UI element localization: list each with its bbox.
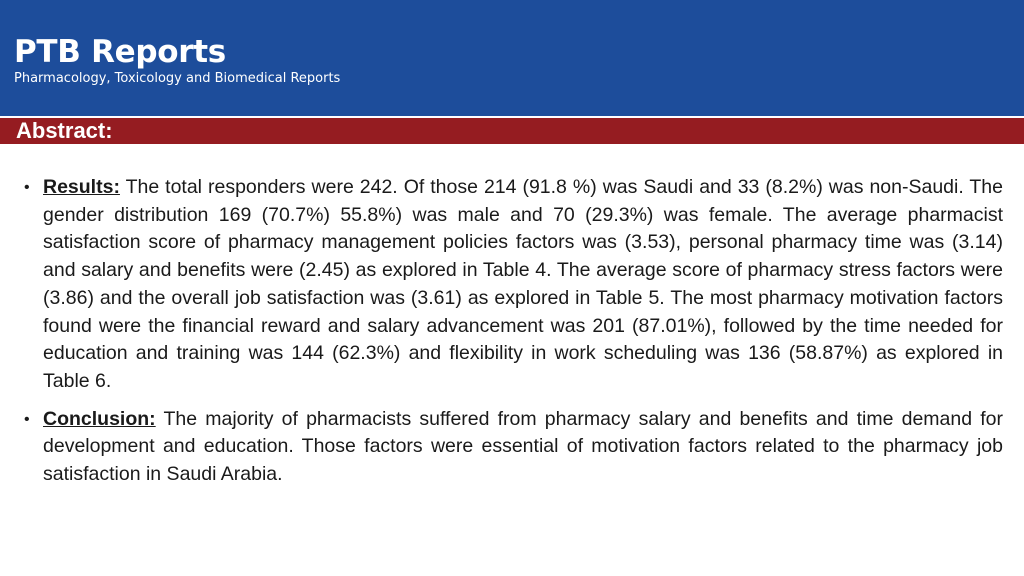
section-bar — [0, 118, 1024, 144]
abstract-content — [0, 174, 1024, 489]
bullet-text-results: The total responders were 242. Of those 214 (91.8 %) was Saudi and 33 (8.2%) was non-Saudi. The gender distribution 169 (70.7%) 55.8%) was male and 70 (29.3%) was female. The average pharmacist satisfaction score of pharmacy management policies factors was (3.53), personal pharmacy time was (3.14) and salary and benefits were (2.45) as explored in Table 4. The average score of pharmacy stress factors were (3.86) and the overall job satisfaction was (3.61) as explored in Table 5. The most pharmacy motivation factors found were the financial reward and salary advancement was 201 (87.01%), followed by the time needed for education and training was 144 (62.3%) and flexibility in work scheduling was 136 (58.87%) as explored in Table 6. — [43, 176, 1003, 392]
bullet-icon: • — [24, 179, 30, 196]
header-banner — [0, 0, 1024, 116]
brand-subtitle: Pharmacology, Toxicology and Biomedical Reports — [14, 71, 341, 86]
bullet-item-conclusion — [24, 406, 1003, 489]
bullet-list — [0, 174, 1024, 489]
bullet-icon: • — [24, 410, 30, 428]
bullet-text-conclusion: The majority of pharmacists suffered from pharmacy salary and benefits and time demand for development and education. Those factors were essential of motivation factors related to the pharmacy job satisfaction in Saudi Arabia. — [43, 407, 1003, 486]
brand-title: PTB Reports — [14, 34, 226, 70]
bullet-label-results: Results: — [43, 176, 120, 198]
bullet-item-results — [24, 174, 1003, 396]
bullet-label-conclusion: Conclusion: — [43, 407, 156, 430]
section-title: Abstract: — [16, 118, 113, 143]
